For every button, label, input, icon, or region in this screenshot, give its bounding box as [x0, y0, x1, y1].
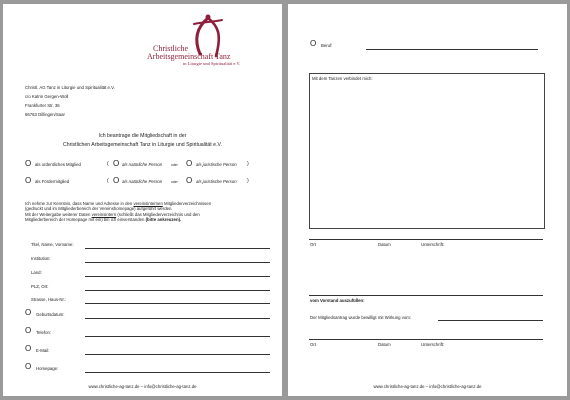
- natural-person-option[interactable]: O: [113, 176, 120, 185]
- field-label-country: Land:: [31, 270, 42, 275]
- field-label-email: E-Mail:: [36, 348, 50, 353]
- field-line-job[interactable]: [366, 49, 538, 50]
- logo-line2: Arbeitsgemeinschaft Tanz: [147, 52, 231, 61]
- legal-person-option[interactable]: O: [186, 176, 193, 185]
- field-line-homepage[interactable]: [85, 372, 270, 373]
- footer-email-link[interactable]: info@christliche-ag-tanz.de: [429, 384, 482, 389]
- field-line-title-name[interactable]: [85, 248, 270, 249]
- consent-p2-c: Mitgliederbereich der Homepage mit ein) bin ich einverstanden: [25, 217, 145, 223]
- paren: (: [107, 178, 109, 184]
- board-heading: vom Vorstand auszufüllen:: [310, 298, 365, 303]
- form-page-2: [288, 4, 567, 396]
- field-line-country[interactable]: [85, 276, 270, 277]
- label-place: Ort: [310, 242, 316, 247]
- field-line-street[interactable]: [85, 303, 270, 304]
- consent-p1-u: vereinsinternen: [133, 201, 163, 206]
- paren: (: [107, 161, 109, 167]
- natural-person-label: als natürliche Person: [122, 179, 163, 184]
- address-line: Frankfurter Str. 36: [25, 103, 60, 108]
- address-line: Christl. AG Tanz in Liturgie und Spiritualität e.V.: [25, 85, 115, 90]
- field-label-title-name: Titel, Name, Vorname:: [31, 242, 74, 247]
- field-label-phone: Telefon:: [36, 330, 52, 335]
- label-date: Datum: [378, 342, 391, 347]
- page-footer: [3, 384, 282, 389]
- dance-connection-box[interactable]: [309, 73, 545, 229]
- field-label-homepage: Homepage:: [36, 366, 59, 371]
- consent-p1-b: Mitgliederverzeichnissen: [164, 201, 212, 206]
- field-label-street: Strasse, Haus-Nr.:: [31, 297, 67, 302]
- legal-person-option[interactable]: O: [186, 159, 193, 168]
- intro-line2: Christlichen Arbeitsgemeinschaft Tanz in Liturgie und Spiritualität e.V.: [63, 142, 222, 148]
- association-logo: [143, 14, 273, 66]
- approval-label: Der Mitgliedsantrag wurde bewilligt mit Wirkung vom:: [310, 315, 412, 320]
- form-page-1: [3, 4, 282, 396]
- footer-separator: –: [425, 384, 429, 389]
- or-label: oder: [171, 180, 178, 184]
- label-signature: Unterschrift:: [421, 342, 445, 347]
- field-line-birthdate[interactable]: [85, 318, 270, 319]
- phone-consent-option[interactable]: O: [25, 326, 32, 335]
- logo-line1: Christliche: [153, 44, 189, 53]
- footer-website-link[interactable]: www.christliche-ag-tanz.de: [373, 384, 425, 389]
- intro-line1: Ich beantrage die Mitgliedschaft in der: [98, 133, 187, 139]
- field-line-phone[interactable]: [85, 336, 270, 337]
- consent-p2-a: Mit der Weitergabe weiterer Daten: [25, 211, 91, 217]
- dance-connection-label: Mit dem Tanzen verbindet mich:: [312, 76, 373, 81]
- address-line: c/o Katrin Gergen-Woll: [25, 94, 69, 99]
- address-line: 66763 Dillingen/Saar: [25, 112, 65, 117]
- birthdate-consent-option[interactable]: O: [25, 308, 32, 317]
- field-line-email[interactable]: [85, 354, 270, 355]
- logo-line3: in Liturgie und Spiritualität e.V.: [183, 61, 241, 66]
- field-label-birthdate: Geburtsdatum:: [36, 312, 65, 317]
- consent-p2-b: (schließt das Mitgliederverzeichnis und den: [117, 211, 200, 217]
- legal-person-label: als juristische Person: [196, 162, 237, 167]
- consent-text: [25, 201, 211, 223]
- email-consent-option[interactable]: O: [25, 344, 32, 353]
- membership-ordinary-option[interactable]: O: [25, 159, 32, 168]
- field-label-job: Beruf:: [321, 43, 333, 48]
- field-line-institution[interactable]: [85, 262, 270, 263]
- page-footer: [288, 384, 567, 389]
- consent-p2-bold: (bitte ankreuzen).: [145, 217, 182, 223]
- footer-email-link[interactable]: info@christliche-ag-tanz.de: [144, 384, 197, 389]
- membership-ordinary-label: als ordentliches Mitglied: [35, 162, 81, 167]
- field-line-zip-city[interactable]: [85, 290, 270, 291]
- field-label-institution: Institution:: [31, 256, 51, 261]
- field-label-zip-city: PLZ, Ort:: [31, 284, 49, 289]
- paren: ): [247, 178, 249, 184]
- natural-person-label: als natürliche Person: [122, 162, 163, 167]
- paren: ): [247, 161, 249, 167]
- membership-supporting-option[interactable]: O: [25, 176, 32, 185]
- membership-supporting-label: als Fördermitglied: [35, 179, 70, 184]
- natural-person-option[interactable]: O: [113, 159, 120, 168]
- signature-line-board[interactable]: [309, 339, 543, 340]
- label-signature: Unterschrift:: [421, 242, 445, 247]
- footer-separator: –: [140, 384, 144, 389]
- homepage-consent-option[interactable]: O: [25, 362, 32, 371]
- board-separator: [309, 295, 543, 296]
- consent-p2-u: vereinsintern: [91, 211, 117, 217]
- consent-p1-c: (gedruckt und im Mitgliederbereich der Vereinshomepage) aufgeführt werden.: [25, 206, 173, 212]
- label-place: Ort: [310, 342, 316, 347]
- legal-person-label: als juristische Person: [196, 179, 237, 184]
- label-date: Datum: [378, 242, 391, 247]
- job-consent-option[interactable]: O: [310, 39, 317, 48]
- signature-line-member[interactable]: [309, 239, 543, 240]
- footer-website-link[interactable]: www.christliche-ag-tanz.de: [88, 384, 140, 389]
- approval-date-line[interactable]: [438, 320, 543, 321]
- or-label: oder: [171, 163, 178, 167]
- consent-p1-a: Ich nehme zur Kenntnis, dass Name und Adresse in den: [25, 201, 133, 206]
